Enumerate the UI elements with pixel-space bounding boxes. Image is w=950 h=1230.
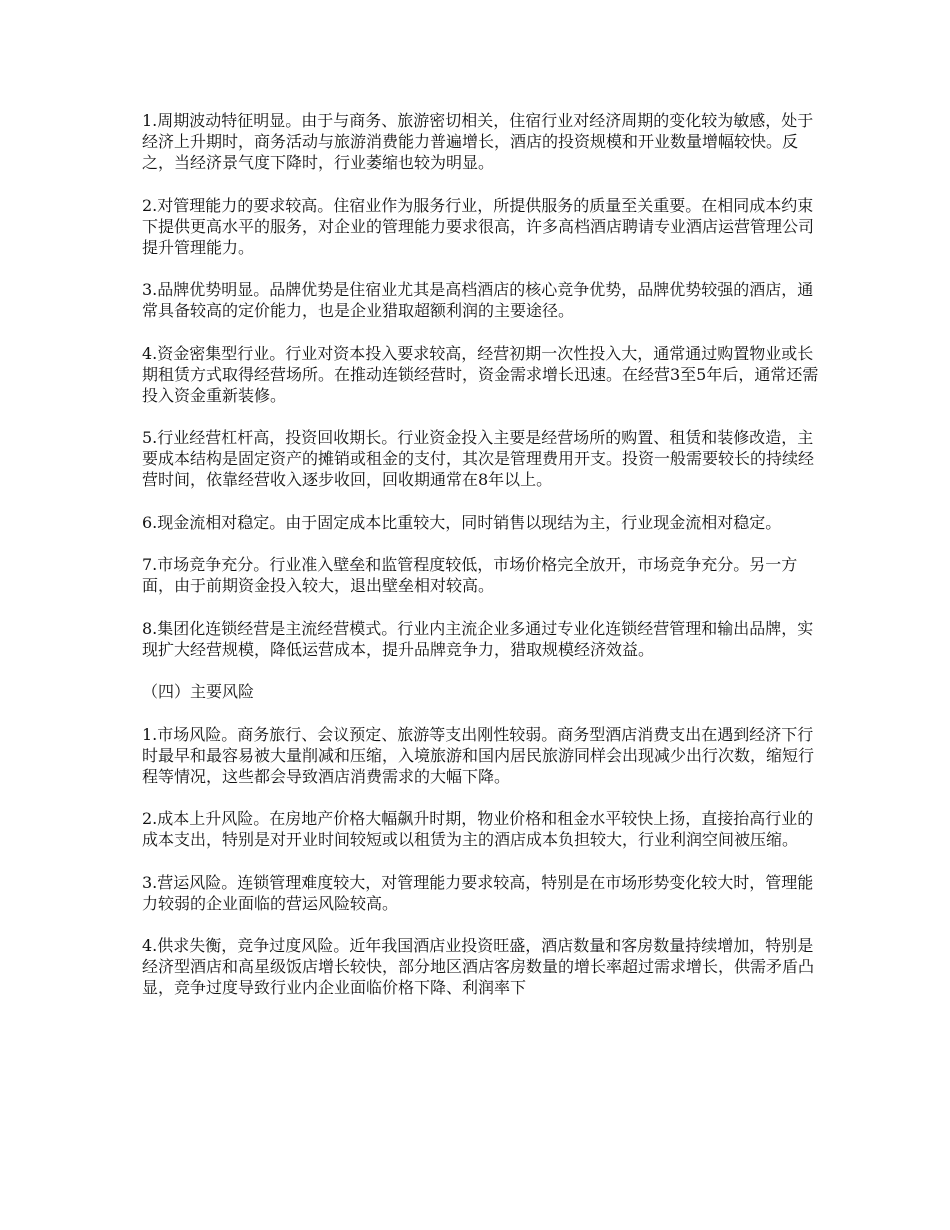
paragraph-market-competition: 7.市场竞争充分。行业准入壁垒和监管程度较低，市场价格完全放开，市场竞争充分。另一方面，由于前期资金投入较大，退出壁垒相对较高。: [142, 555, 798, 595]
paragraph-operation-risk: 3.营运风险。连锁管理难度较大，对管理能力要求较高，特别是在市场形势变化较大时，管理能力较弱的企业面临的营运风险较高。: [142, 872, 814, 913]
paragraph-management-capability: 2.对管理能力的要求较高。住宿业作为服务行业，所提供服务的质量至关重要。在相同成本约束下提供更高水平的服务，对企业的管理能力要求很高，许多高档酒店聘请专业酒店运营管理公司提升管理能力。: [142, 195, 815, 257]
section-heading-main-risks: （四）主要风险: [142, 682, 255, 701]
paragraph-supply-demand-risk: 4.供求失衡，竞争过度风险。近年我国酒店业投资旺盛，酒店数量和客房数量持续增加，特别是经济型酒店和高星级饭店增长较快，部分地区酒店客房数量的增长率超过需求增长，供需矛盾凸显，竞争过度导致行业内企业面临价格下降、利润率下: [142, 936, 815, 997]
document-body: [142, 110, 822, 1020]
paragraph-brand-advantage: 3.品牌优势明显。品牌优势是住宿业尤其是高档酒店的核心竞争优势，品牌优势较强的酒店，通常具备较高的定价能力，也是企业猎取超额利润的主要途径。: [142, 280, 814, 320]
paragraph-cash-flow: 6.现金流相对稳定。由于固定成本比重较大，同时销售以现结为主，行业现金流相对稳定。: [142, 512, 782, 532]
paragraph-chain-operation: 8.集团化连锁经营是主流经营模式。行业内主流企业多通过专业化连锁经营管理和输出品牌，实现扩大经营规模，降低运营成本，提升品牌竞争力，猎取规模经济效益。: [142, 618, 814, 659]
paragraph-cyclical-volatility: 1.周期波动特征明显。由于与商务、旅游密切相关，住宿行业对经济周期的变化较为敏感，处于经济上升期时，商务活动与旅游消费能力普遍增长，酒店的投资规模和开业数量增幅较快。反之，当经济景气度下降时，行业萎缩也较为明显。: [142, 111, 814, 172]
paragraph-operating-leverage: 5.行业经营杠杆高，投资回收期长。行业资金投入主要是经营场所的购置、租赁和装修改造，主要成本结构是固定资产的摊销或租金的支付，其次是管理费用开支。投资一般需要较长的持续经营时间，依靠经营收入逐步收回，回收期通常在8年以上。: [142, 428, 815, 489]
paragraph-market-risk: 1.市场风险。商务旅行、会议预定、旅游等支出刚性较弱。商务型酒店消费支出在遇到经济下行时最早和最容易被大量削减和压缩，入境旅游和国内居民旅游同样会出现减少出行次数，缩短行程等情况，这些都会导致酒店消费需求的大幅下降。: [142, 724, 815, 786]
paragraph-cost-rise-risk: 2.成本上升风险。在房地产价格大幅飙升时期，物业价格和租金水平较快上扬，直接抬高行业的成本支出，特别是对开业时间较短或以租赁为主的酒店成本负担较大，行业利润空间被压缩。: [142, 809, 814, 849]
paragraph-capital-intensive: 4.资金密集型行业。行业对资本投入要求较高，经营初期一次性投入大，通常通过购置物业或长期租赁方式取得经营场所。在推动连锁经营时，资金需求增长迅速。在经营3至5年后，通常还需投入资金重新装修。: [142, 343, 819, 405]
